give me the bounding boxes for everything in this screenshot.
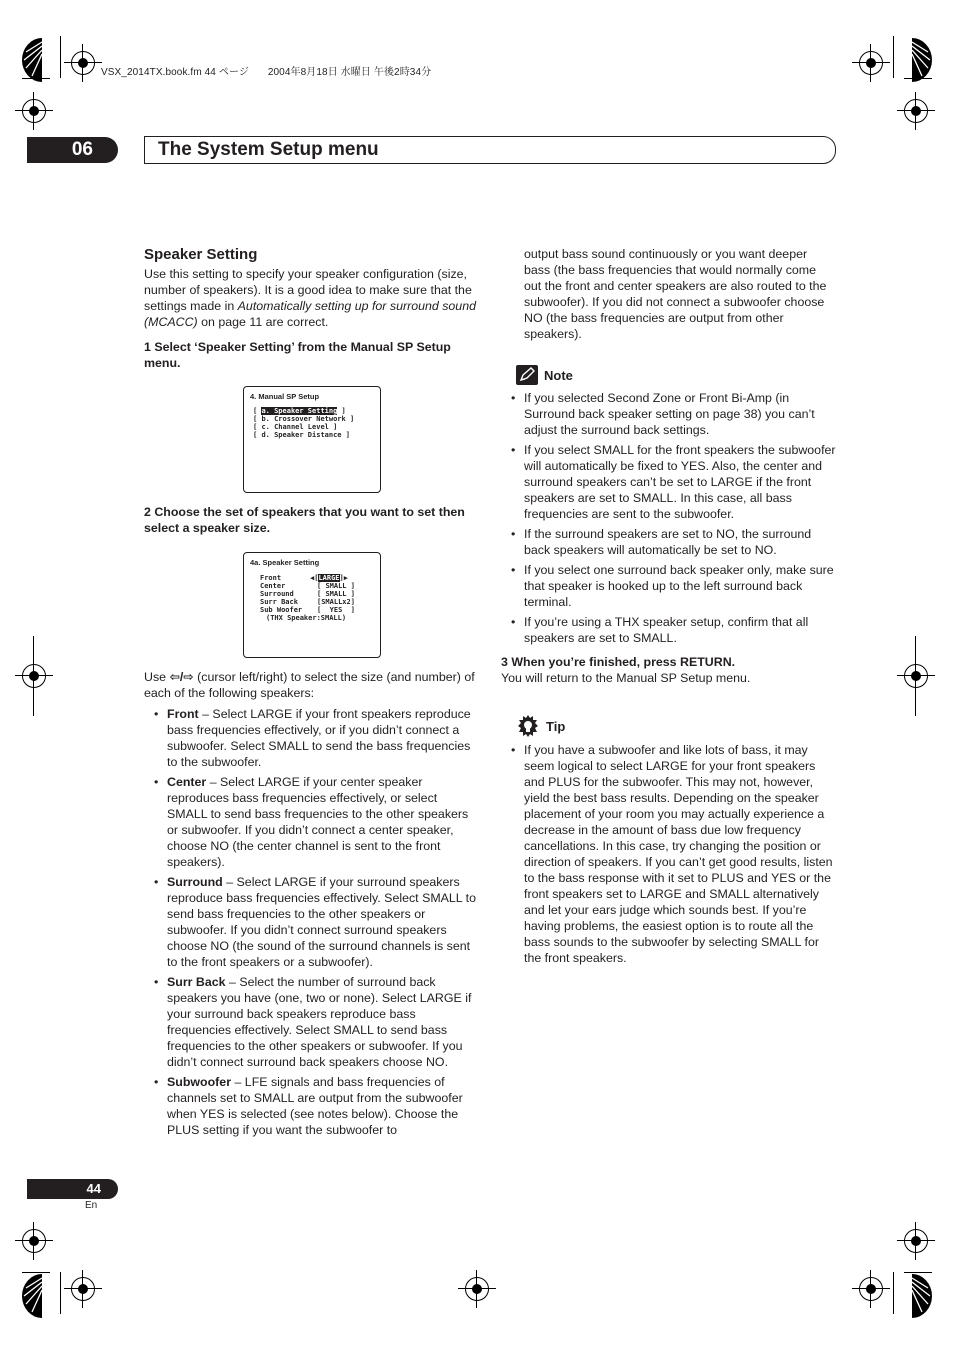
cursor-arrows-icon: ⇦/⇨ xyxy=(169,670,194,684)
page-number: 44 xyxy=(86,1181,101,1196)
section-heading: Speaker Setting xyxy=(144,246,258,263)
osd-row: Front ◀[LARGE]▶ xyxy=(260,574,348,582)
note-list xyxy=(501,390,836,646)
speaker-list xyxy=(144,706,478,1138)
list-item: • Subwoofer – LFE signals and bass frequencies of channels set to SMALL are output from the subwoofer when YES is selected (see notes below). Choose the PLUS setting if you want the subwoofer to xyxy=(144,1074,478,1138)
osd-screen-speaker-setting xyxy=(243,552,381,658)
registration-mark-icon xyxy=(859,1277,883,1301)
registration-mark-icon xyxy=(22,99,46,123)
chapter-title: The System Setup menu xyxy=(158,139,379,160)
chapter-number: 06 xyxy=(71,139,93,160)
print-header xyxy=(101,63,431,78)
note-item: • If you selected Second Zone or Front Bi-Amp (in Surround back speaker setting on page 38) you can’t adjust the surround back settings. xyxy=(501,390,836,438)
osd-title: 4. Manual SP Setup xyxy=(250,392,320,401)
osd-row: Sub Woofer [ YES ] xyxy=(260,606,355,614)
file-name: VSX_2014TX.book.fm xyxy=(101,67,202,78)
osd-row: Surround [ SMALL ] xyxy=(260,590,355,598)
step-1: 1 Select ‘Speaker Setting’ from the Manual SP Setup menu. xyxy=(144,340,451,370)
left-column xyxy=(144,246,478,371)
osd-row: Center [ SMALL ] xyxy=(260,582,355,590)
tip-list xyxy=(501,742,836,966)
registration-mark-icon xyxy=(22,1229,46,1253)
crop-mark xyxy=(893,36,894,78)
notes-block xyxy=(501,390,836,686)
registration-mark-icon xyxy=(904,99,928,123)
note-item: • If you select one surround back speaker only, make sure that speaker is hooked up to the left surround back terminal. xyxy=(501,562,836,610)
registration-mark-icon xyxy=(904,664,928,688)
list-item: • Front – Select LARGE if your front speakers reproduce bass frequencies effectively, or if you didn’t connect a subwoofer. Select SMALL to send the bass frequencies to the subwoofer. xyxy=(144,706,478,770)
registration-mark-icon xyxy=(465,1277,489,1301)
crop-mark xyxy=(60,36,61,78)
color-bar-icon xyxy=(22,38,42,82)
color-bar-icon xyxy=(22,1274,42,1318)
list-item: • Surr Back – Select the number of surround back speakers you have (one, two or none). Select LARGE if your surround back speakers reproduce bass frequencies effectively. Select SMALL to send bass frequencies to the other speakers or subwoofer. If you didn’t connect surround back speakers choose NO. xyxy=(144,974,478,1070)
osd-footer: (THX Speaker:SMALL) xyxy=(266,614,347,622)
tip-label: Tip xyxy=(546,718,566,734)
tip-heading xyxy=(516,714,565,738)
osd-speaker-table xyxy=(260,574,372,622)
crop-mark xyxy=(60,1272,61,1314)
note-item: • If you select SMALL for the front speakers the subwoofer will automatically be fixed to YES. Also, the center and surround speakers can’t be set to LARGE if the front speakers are set to SMALL. In this case, all bass frequencies are sent to the subwoofer. xyxy=(501,442,836,522)
left-column-bullets xyxy=(144,669,478,1142)
osd-row: Surr Back [SMALLx2] xyxy=(260,598,355,606)
osd-screen-manual-sp-setup xyxy=(243,386,381,493)
list-item: • Surround – Select LARGE if your surround speakers reproduce bass frequencies effectively. Select SMALL to send bass frequencies to the other speakers or subwoofer. If you didn’t connect surround speakers choose NO (the sound of the surround channels is sent to the front speakers or a subwoofer). xyxy=(144,874,478,970)
osd-title: 4a. Speaker Setting xyxy=(250,558,320,567)
list-item: • Center – Select LARGE if your center speaker reproduces bass frequencies effectively, or select SMALL to send bass frequencies to the other speakers or subwoofer. If you didn’t connect a center speaker, choose NO (the center channel is sent to the front speakers). xyxy=(144,774,478,870)
crop-mark xyxy=(904,1272,932,1273)
registration-mark-icon xyxy=(22,664,46,688)
registration-mark-icon xyxy=(71,51,95,75)
left-column-step2 xyxy=(144,504,478,536)
intro-paragraph: Use this setting to specify your speaker configuration (size, number of speakers). It is a good idea to make sure that the settings made in Automatically setting up for surround sound (MCACC) on page 11 are correct. xyxy=(144,267,476,329)
file-page: 44 xyxy=(204,67,216,78)
note-heading xyxy=(516,365,573,385)
continued-paragraph: output bass sound continuously or you want deeper bass (the bass frequencies that would normally come out the front and center speakers are also routed to the subwoofer). If you did not connect a subwoofer choose NO (the bass frequencies are output from other speakers). xyxy=(524,247,827,341)
print-datetime: 2004年8月18日 水曜日 午後2時34分 xyxy=(267,67,432,78)
language-code: En xyxy=(85,1200,98,1211)
osd-menu xyxy=(253,407,371,439)
note-pencil-icon xyxy=(516,365,538,385)
registration-mark-icon xyxy=(71,1277,95,1301)
crop-mark xyxy=(893,1272,894,1314)
registration-mark-icon xyxy=(904,1229,928,1253)
osd-menu-item: [ a. Speaker Setting ] xyxy=(253,407,346,415)
file-page-suffix: ページ xyxy=(218,67,249,78)
tip-item: • If you have a subwoofer and like lots of bass, it may seem logical to select LARGE for your front speakers and PLUS for the subwoofer. This may not, however, yield the best bass results. Depending on the speaker placement of your room you may actually experience a decrease in the amount of bass due low frequency cancellations. In this case, try changing the position or direction of speakers. If you can’t get good results, listen to the bass response with it set to PLUS and YES or the front speakers set to LARGE and SMALL alternatively and let your ears judge which sounds best. If you’re having problems, the easiest option is to route all the bass sounds to the subwoofer by selecting SMALL for the front speakers. xyxy=(501,742,836,966)
use-paragraph: Use ⇦/⇨ (cursor left/right) to select the size (and number) of each of the following speakers: xyxy=(144,670,475,700)
osd-menu-item: [ c. Channel Level ] xyxy=(253,423,338,431)
registration-mark-icon xyxy=(859,51,883,75)
note-item: • If you’re using a THX speaker setup, confirm that all speakers are set to SMALL. xyxy=(501,614,836,646)
note-label: Note xyxy=(544,367,573,383)
note-item: • If the surround speakers are set to NO, the surround back speakers will automatically be set to NO. xyxy=(501,526,836,558)
crop-mark xyxy=(22,1272,50,1273)
tip-block xyxy=(501,742,836,970)
step-2: 2 Choose the set of speakers that you want to set then select a speaker size. xyxy=(144,505,465,535)
color-bar-icon xyxy=(912,1274,932,1318)
lightbulb-icon xyxy=(516,714,540,738)
step-3-text: You will return to the Manual SP Setup menu. xyxy=(501,671,751,685)
osd-menu-item: [ d. Speaker Distance ] xyxy=(253,431,350,439)
step-3: 3 When you’re finished, press RETURN. xyxy=(501,655,736,669)
color-bar-icon xyxy=(912,38,932,82)
osd-menu-item: [ b. Crossover Network ] xyxy=(253,415,355,423)
